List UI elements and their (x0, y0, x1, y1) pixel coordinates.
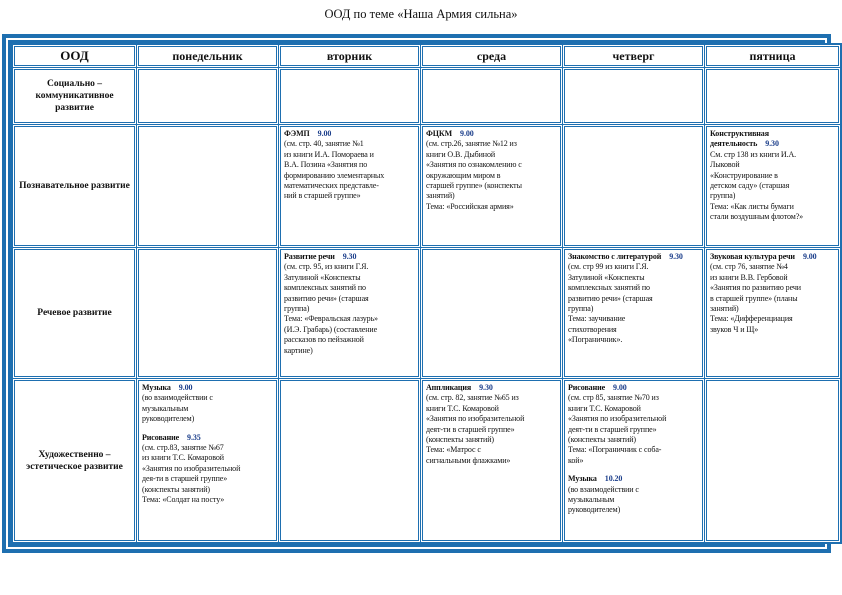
cell-social-fri (706, 69, 839, 123)
activity-line: звуков Ч и Щ» (710, 324, 759, 334)
activity-line: рассказов по пейзажной (284, 335, 364, 345)
header-row (14, 46, 839, 66)
activity-line: картине) (284, 345, 313, 355)
activity-line: Тема: «Февральская лазурь» (284, 314, 378, 324)
activity-time: 9.00 (460, 129, 474, 138)
row-label-social: Социально – коммуникативное развитие (14, 69, 135, 123)
cell-art-wed (422, 380, 561, 541)
activity-line: «Занятия по изобразительной (142, 463, 241, 473)
activity-line: (во взаимодействии с (142, 393, 213, 403)
activity-line: сигнальными флажками» (426, 455, 511, 465)
cell-social-thu (564, 69, 703, 123)
activity-line: (см. стр 85, занятие №70 из (568, 393, 659, 403)
activity-line: комплексных занятий по (284, 283, 366, 293)
activity-line: группа) (284, 304, 310, 314)
activity-line: занятий) (426, 191, 455, 201)
row-social (14, 69, 839, 123)
activity-heading (142, 383, 273, 393)
activity-line: занятий) (710, 304, 739, 314)
activity-block (710, 129, 835, 223)
activity-time: 9.30 (765, 139, 779, 149)
activity-line: книги Т.С. Комаровой (426, 403, 499, 413)
activity-time: 9.00 (802, 252, 817, 261)
header-ood: ООД (14, 46, 135, 66)
activity-line: формированию элементарных (284, 170, 385, 180)
cell-social-tue (280, 69, 419, 123)
activity-heading (568, 474, 699, 484)
activity-time: 9.00 (178, 383, 193, 392)
activity-line: (И.Э. Грабарь) (составление (284, 324, 378, 334)
activity-title: Конструктивная деятельность (710, 129, 769, 149)
activity-block (284, 129, 415, 202)
activity-line: См. стр 138 из книги И.А. (710, 149, 797, 159)
activity-heading (710, 129, 835, 150)
activity-line: (см. стр.83, занятие №67 (142, 443, 224, 453)
activity-block (710, 252, 835, 335)
activity-time: 9.35 (187, 432, 201, 442)
cell-cognitive-fri (706, 126, 839, 246)
cell-speech-mon (138, 249, 277, 377)
activity-line: деят-ти в старшей группе» (568, 424, 657, 434)
activity-line: Затулиной «Конспекты (568, 272, 645, 282)
activity-line: развитию речи» (старшая (284, 293, 369, 303)
activity-line: развитию речи» (старшая (568, 293, 653, 303)
activity-heading (426, 383, 557, 393)
activity-block (568, 474, 699, 516)
activity-line: Тема: «Матрос с (426, 445, 481, 455)
activity-time: 9.00 (317, 129, 332, 138)
header-thursday: четверг (564, 46, 703, 66)
activity-line: музыкальным (568, 495, 615, 505)
row-label-speech: Речевое развитие (14, 249, 135, 377)
activity-line: Тема: «Пограничник с соба- (568, 445, 662, 455)
activity-line: группа) (710, 191, 736, 201)
activity-block (142, 433, 273, 506)
activity-line: «Пограничник». (568, 335, 623, 345)
activity-line: музыкальным (142, 403, 189, 413)
activity-heading (284, 129, 415, 139)
activity-heading (142, 433, 273, 443)
row-speech (14, 249, 839, 377)
cell-social-mon (138, 69, 277, 123)
activity-line: старшей группе» (конспекты (426, 181, 522, 191)
activity-heading (284, 252, 415, 262)
activity-heading (710, 252, 835, 262)
activity-line: из книги В.В. Гербовой (710, 272, 788, 282)
activity-block (142, 383, 273, 425)
activity-heading (568, 252, 699, 262)
cell-social-wed (422, 69, 561, 123)
activity-line: в старшей группе» (планы (710, 293, 798, 303)
activity-line: группа) (568, 304, 594, 314)
activity-title: Музыка (142, 383, 171, 392)
activity-block (568, 252, 699, 346)
header-wednesday: среда (422, 46, 561, 66)
activity-line: стихотворения (568, 324, 617, 334)
cell-speech-thu (564, 249, 703, 377)
activity-line: «Занятия по ознакомлению с (426, 160, 522, 170)
activity-time: 9.00 (613, 383, 627, 392)
activity-line: (см. стр.26, занятие №12 из (426, 139, 517, 149)
activity-line: книги О.В. Дыбиной (426, 149, 496, 159)
activity-line: В.А. Позина «Занятия по (284, 160, 368, 170)
activity-line: из книги Т.С. Комаровой (142, 453, 224, 463)
activity-heading (426, 129, 557, 139)
activity-line: «Конструирование в (710, 170, 778, 180)
activity-line: (см. стр 76, занятие №4 (710, 262, 788, 272)
activity-gap (568, 466, 699, 474)
cell-art-fri (706, 380, 839, 541)
activity-line: (во взаимодействии с (568, 484, 639, 494)
activity-line: ний в старшей группе» (284, 191, 361, 201)
activity-line: «Занятия по развитию речи (710, 283, 801, 293)
activity-title: Музыка (568, 474, 597, 484)
activity-line: Тема: «Солдат на посту» (142, 495, 225, 505)
activity-line: Затулиной «Конспекты (284, 272, 361, 282)
activity-line: руководителем) (142, 414, 195, 424)
activity-time: 9.30 (342, 252, 357, 261)
cell-art-mon (138, 380, 277, 541)
activity-title: Рисование (568, 383, 606, 392)
activity-line: (см. стр. 82, занятие №65 из (426, 393, 519, 403)
activity-line: Тема: «Дифференциация (710, 314, 793, 324)
activity-line: кой» (568, 455, 584, 465)
activity-line: стали воздушным флотом?» (710, 212, 804, 222)
activity-line: деят-ти в старшей группе» (426, 424, 515, 434)
header-monday: понедельник (138, 46, 277, 66)
activity-line: детском саду» (старшая (710, 181, 790, 191)
activity-title: ФЦКМ (426, 129, 453, 138)
activity-time: 10.20 (604, 474, 623, 484)
activity-line: (конспекты занятий) (426, 435, 494, 445)
row-label-art: Художественно – эстетическое развитие (14, 380, 135, 541)
cell-cognitive-tue (280, 126, 419, 246)
activity-line: Лыковой (710, 160, 740, 170)
activity-line: комплексных занятий по (568, 283, 650, 293)
activity-block (568, 383, 699, 466)
schedule-frame (2, 34, 831, 553)
activity-block (284, 252, 415, 356)
header-friday: пятница (706, 46, 839, 66)
activity-line: математических представле- (284, 181, 379, 191)
cell-cognitive-thu (564, 126, 703, 246)
activity-title: Рисование (142, 432, 180, 442)
cell-art-tue (280, 380, 419, 541)
activity-title: Развитие речи (284, 252, 335, 261)
cell-cognitive-mon (138, 126, 277, 246)
document-title: ООД по теме «Наша Армия сильна» (324, 7, 518, 21)
row-label-cognitive: Познавательное развитие (14, 126, 135, 246)
activity-line: (см. стр. 40, занятие №1 (284, 139, 364, 149)
activity-line: дея-ти в старшей группе» (142, 474, 228, 484)
activity-gap (142, 425, 273, 433)
cell-cognitive-wed (422, 126, 561, 246)
cell-speech-fri (706, 249, 839, 377)
activity-block (426, 383, 557, 466)
activity-line: (см. стр 99 из книги Г.Я. (568, 262, 649, 272)
activity-line: окружающим миром в (426, 170, 501, 180)
cell-speech-tue (280, 249, 419, 377)
cell-art-thu (564, 380, 703, 541)
activity-line: книги Т.С. Комаровой (568, 403, 641, 413)
header-tuesday: вторник (280, 46, 419, 66)
activity-heading (568, 383, 699, 393)
row-art (14, 380, 839, 541)
row-cognitive (14, 126, 839, 246)
activity-time: 9.30 (479, 383, 493, 392)
activity-time: 9.30 (669, 252, 683, 261)
schedule-table (11, 43, 842, 544)
activity-line: (конспекты занятий) (142, 484, 210, 494)
activity-title: Звуковая культура речи (710, 252, 795, 261)
activity-line: «Занятия по изобразительной (426, 414, 525, 424)
activity-line: «Занятия по изобразительной (568, 414, 667, 424)
activity-line: Тема: «Российская армия» (426, 201, 514, 211)
activity-block (426, 129, 557, 212)
activity-line: Тема: «Как листы бумаги (710, 201, 794, 211)
activity-line: Тема: заучивание (568, 314, 626, 324)
activity-line: руководителем) (568, 505, 621, 515)
activity-title: Аппликация (426, 383, 472, 392)
activity-title: ФЭМП (284, 129, 310, 138)
activity-line: (см. стр. 95, из книги Г.Я. (284, 262, 369, 272)
activity-title: Знакомство с литературой (568, 252, 662, 261)
schedule-frame-inner (6, 38, 827, 549)
cell-speech-wed (422, 249, 561, 377)
activity-line: (конспекты занятий) (568, 435, 636, 445)
activity-line: из книги И.А. Помораева и (284, 149, 374, 159)
